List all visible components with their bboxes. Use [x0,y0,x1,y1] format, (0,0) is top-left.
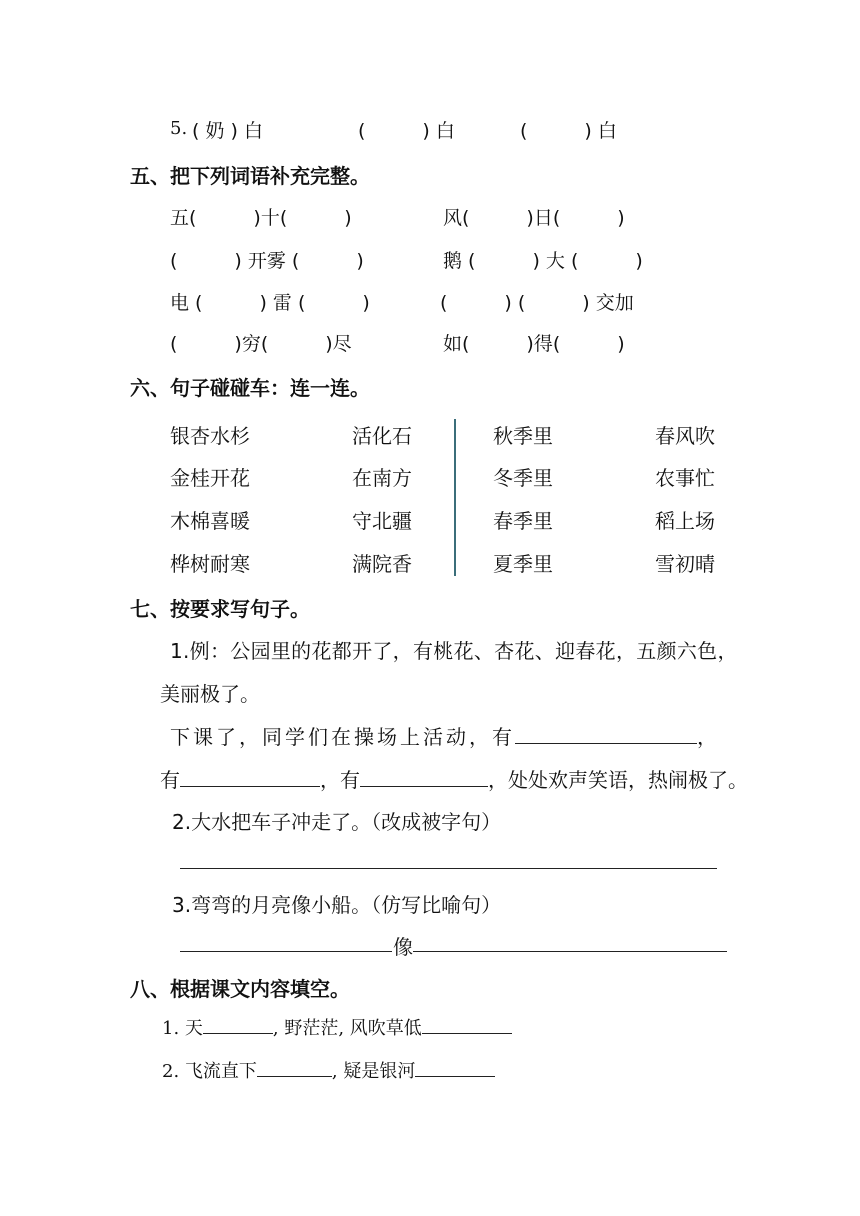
section-5-heading: 五、把下列词语补充完整。 [130,164,370,188]
match-right-b: 农事忙 [655,466,715,490]
q1-part-a: 有 [160,768,180,792]
q4-item-a: ( 奶 ) 白 [192,120,263,142]
match-right-a: 春季里 [493,509,553,533]
match-right-b: 雪初晴 [655,552,715,576]
s5-row4-left: ( )穷( )尽 [170,333,352,355]
s8-blank-2[interactable] [422,1014,512,1034]
example-line-1: 1.例：公园里的花都开了，有桃花、杏花、迎春花，五颜六色， [170,639,738,663]
match-left-a: 金桂开花 [170,466,250,490]
q2-prompt: 2.大水把车子冲走了。（改成被字句） [172,810,502,834]
s8-blank-4[interactable] [415,1057,495,1077]
q3-answer-line-left[interactable] [180,951,392,952]
s5-row3-right: ( ) ( ) 交加 [440,292,634,314]
q3-like-word: 像 [393,935,413,959]
s8-line1-part-b: , 野茫茫, 风吹草低 [272,1018,422,1039]
section-7-heading: 七、按要求写句子。 [130,597,310,621]
q1-blank-3[interactable] [360,765,488,787]
s8-blank-1[interactable] [203,1014,273,1034]
match-right-b: 稻上场 [655,509,715,533]
s8-blank-3[interactable] [257,1057,332,1077]
s8-line-1 [162,1014,512,1040]
q1-blank-1[interactable] [515,722,697,744]
example-line-2: 美丽极了。 [160,682,260,706]
q4-item-b: ( ) 白 [358,120,455,142]
match-left-b: 守北疆 [352,509,412,533]
match-right-a: 夏季里 [493,552,553,576]
q2-answer-line[interactable] [180,868,717,869]
s5-row1-left: 五( )十( ) [170,207,352,229]
s8-line1-part-a: 1. 天 [162,1018,203,1039]
s8-line2-part-b: , 疑是银河 [331,1061,416,1082]
s5-row2-left: ( ) 开雾 ( ) [170,250,364,272]
match-left-a: 木棉喜暖 [170,509,250,533]
s5-row2-right: 鹅 ( ) 大 ( ) [443,250,643,272]
match-left-b: 在南方 [352,466,412,490]
divider-line [454,419,456,576]
match-right-a: 冬季里 [493,466,553,490]
q1-part-c: ，处处欢声笑语，热闹极了。 [488,768,748,792]
q1-part-b: ，有 [320,768,360,792]
q1-line-1 [170,721,720,750]
section-6-heading: 六、句子碰碰车：连一连。 [130,376,370,400]
q1-prompt: 下课了，同学们在操场上活动，有 [170,725,515,749]
q3-prompt: 3.弯弯的月亮像小船。（仿写比喻句） [172,893,502,917]
match-left-b: 满院香 [352,552,412,576]
s5-row1-right: 风( )日( ) [443,207,625,229]
section-8-heading: 八、根据课文内容填空。 [130,977,350,1001]
q3-answer-line-right[interactable] [413,951,727,952]
s8-line2-part-a: 2. 飞流直下 [162,1061,257,1082]
match-right-b: 春风吹 [655,424,715,448]
q1-comma: ， [697,725,720,749]
match-left-a: 银杏水杉 [170,424,250,448]
match-left-a: 桦树耐寒 [170,552,250,576]
q4-item-c: ( ) 白 [520,120,617,142]
q1-line-2 [160,764,748,793]
s5-row4-right: 如( )得( ) [443,333,625,355]
match-left-b: 活化石 [352,424,412,448]
s8-line-2 [162,1057,495,1083]
s5-row3-left: 电 ( ) 雷 ( ) [170,292,370,314]
q4-item-number: 5. [170,118,188,139]
match-right-a: 秋季里 [493,424,553,448]
q1-blank-2[interactable] [180,765,320,787]
